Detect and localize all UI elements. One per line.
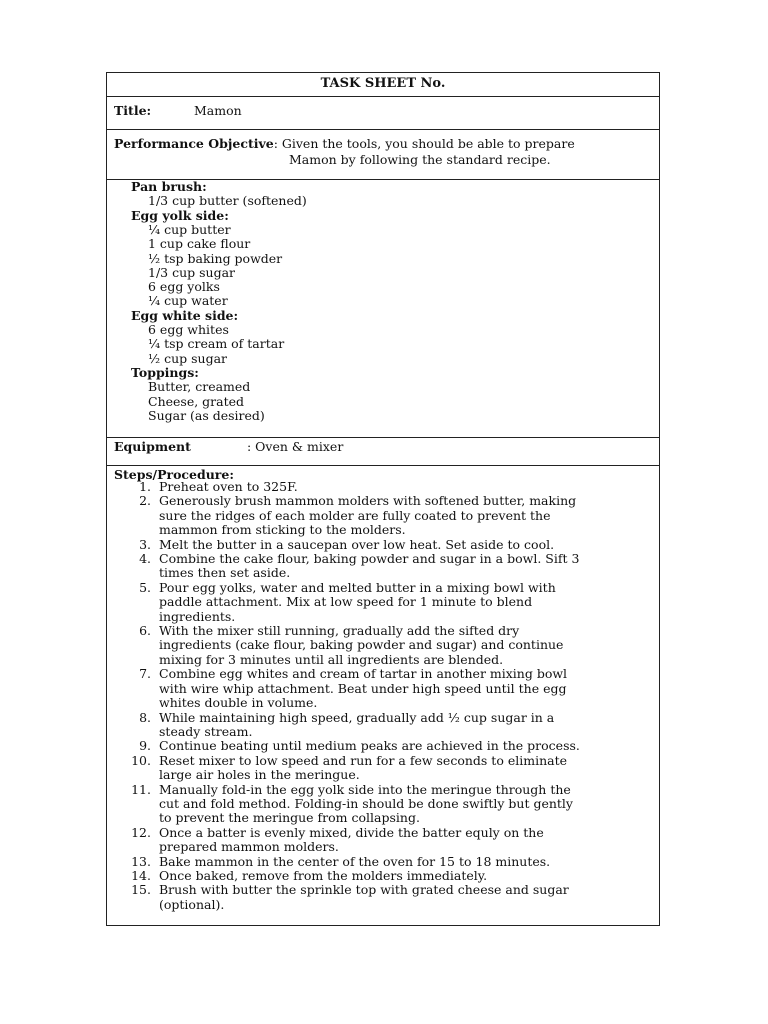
step-item bbox=[107, 783, 647, 826]
step-item bbox=[107, 711, 647, 740]
step-text-line: While maintaining high speed, gradually add ½ cup sugar in a bbox=[159, 709, 555, 725]
ingredient-item: ¼ tsp cream of tartar bbox=[148, 336, 285, 352]
equipment-row bbox=[107, 438, 659, 466]
step-text-line: Melt the butter in a saucepan over low heat. Set aside to cool. bbox=[159, 536, 555, 552]
step-text-line: sure the ridges of each molder are fully coated to prevent the bbox=[159, 507, 551, 523]
title-row bbox=[107, 97, 659, 130]
step-number: 2. bbox=[139, 493, 151, 509]
step-text-line: steady stream. bbox=[159, 723, 253, 739]
objective-text-1: : Given the tools, you should be able to prepare bbox=[273, 136, 575, 151]
performance-objective-row bbox=[107, 130, 659, 180]
ingredient-item: 1/3 cup sugar bbox=[148, 264, 236, 280]
step-number: 7. bbox=[139, 666, 151, 682]
step-number: 4. bbox=[139, 551, 151, 567]
title-value: Mamon bbox=[194, 103, 242, 118]
ingredient-section-heading: Toppings: bbox=[131, 364, 199, 380]
step-text-line: Generously brush mammon molders with softened butter, making bbox=[159, 493, 577, 509]
step-text-line: Once baked, remove from the molders immediately. bbox=[159, 867, 488, 883]
step-number: 15. bbox=[131, 882, 151, 898]
step-text-line: Manually fold-in the egg yolk side into the meringue through the bbox=[159, 781, 571, 797]
step-item bbox=[107, 581, 647, 624]
objective-label: Performance Objective bbox=[114, 136, 274, 151]
step-number: 13. bbox=[131, 853, 151, 869]
ingredient-section-heading: Pan brush: bbox=[131, 179, 207, 194]
steps-list bbox=[107, 480, 647, 912]
step-item bbox=[107, 883, 647, 912]
step-item bbox=[107, 667, 647, 710]
step-item bbox=[107, 826, 647, 855]
ingredient-item: ½ tsp baking powder bbox=[148, 250, 283, 266]
ingredient-item: Butter, creamed bbox=[148, 379, 251, 395]
step-item bbox=[107, 538, 647, 552]
step-text-line: ingredients (cake flour, baking powder and sugar) and continue bbox=[159, 637, 564, 653]
step-text-line: times then set aside. bbox=[159, 565, 291, 581]
task-sheet-title: TASK SHEET No. bbox=[320, 76, 446, 91]
step-text-line: cut and fold method. Folding-in should be done swiftly but gently bbox=[159, 795, 573, 811]
ingredient-section-heading: Egg yolk side: bbox=[131, 207, 229, 223]
step-text-line: prepared mammon molders. bbox=[159, 839, 339, 855]
step-item bbox=[107, 624, 647, 667]
step-text-line: Bake mammon in the center of the oven for 15 to 18 minutes. bbox=[159, 853, 551, 869]
equipment-label: Equipment bbox=[114, 439, 191, 454]
step-item bbox=[107, 494, 647, 537]
step-text-line: Combine the cake flour, baking powder and sugar in a bowl. Sift 3 bbox=[159, 551, 580, 567]
step-number: 9. bbox=[139, 738, 151, 754]
step-number: 10. bbox=[131, 752, 151, 768]
steps-label: Steps/Procedure: bbox=[114, 467, 234, 482]
step-text-line: Preheat oven to 325F. bbox=[159, 479, 298, 494]
ingredient-item: ¼ cup water bbox=[148, 293, 228, 309]
step-number: 1. bbox=[139, 479, 151, 494]
task-sheet bbox=[106, 72, 660, 926]
step-item bbox=[107, 480, 647, 494]
ingredient-item: ¼ cup butter bbox=[148, 221, 231, 237]
step-text-line: With the mixer still running, gradually add the sifted dry bbox=[159, 623, 520, 639]
step-number: 11. bbox=[131, 781, 151, 797]
steps-section bbox=[107, 466, 659, 925]
equipment-value: : Oven & mixer bbox=[247, 439, 344, 454]
step-item bbox=[107, 739, 647, 753]
step-number: 5. bbox=[139, 579, 151, 595]
ingredient-item: 1 cup cake flour bbox=[148, 236, 251, 252]
step-number: 8. bbox=[139, 709, 151, 725]
step-item bbox=[107, 754, 647, 783]
step-text-line: Once a batter is evenly mixed, divide the batter equly on the bbox=[159, 824, 544, 840]
ingredient-item: 1/3 cup butter (softened) bbox=[148, 193, 307, 209]
step-text-line: Pour egg yolks, water and melted butter in a mixing bowl with bbox=[159, 579, 556, 595]
objective-line-1 bbox=[114, 136, 575, 151]
step-number: 3. bbox=[139, 536, 151, 552]
step-item bbox=[107, 855, 647, 869]
step-item bbox=[107, 552, 647, 581]
step-text-line: mixing for 3 minutes until all ingredients are blended. bbox=[159, 651, 504, 667]
objective-text-2: Mamon by following the standard recipe. bbox=[289, 152, 551, 167]
ingredient-item: 6 egg whites bbox=[148, 322, 229, 337]
task-sheet-header bbox=[107, 73, 659, 97]
step-number: 12. bbox=[131, 824, 151, 840]
step-item bbox=[107, 869, 647, 883]
step-text-line: whites double in volume. bbox=[159, 695, 318, 711]
step-text-line: (optional). bbox=[159, 896, 225, 912]
title-label: Title: bbox=[114, 103, 152, 118]
ingredient-item: Sugar (as desired) bbox=[148, 407, 265, 423]
step-text-line: ingredients. bbox=[159, 608, 236, 624]
step-text-line: paddle attachment. Mix at low speed for 1 minute to blend bbox=[159, 594, 533, 610]
step-text-line: Combine egg whites and cream of tartar in another mixing bowl bbox=[159, 666, 568, 682]
step-text-line: Continue beating until medium peaks are achieved in the process. bbox=[159, 738, 580, 754]
step-text-line: to prevent the meringue from collapsing. bbox=[159, 810, 420, 826]
step-text-line: large air holes in the meringue. bbox=[159, 767, 360, 783]
ingredients-section bbox=[107, 180, 659, 438]
step-text-line: Reset mixer to low speed and run for a few seconds to eliminate bbox=[159, 752, 567, 768]
step-text-line: with wire whip attachment. Beat under high speed until the egg bbox=[159, 680, 567, 696]
step-number: 6. bbox=[139, 623, 151, 639]
ingredient-item: ½ cup sugar bbox=[148, 350, 228, 366]
step-text-line: mammon from sticking to the molders. bbox=[159, 522, 406, 538]
ingredient-section-heading: Egg white side: bbox=[131, 307, 239, 323]
step-number: 14. bbox=[131, 867, 151, 883]
ingredient-item: Cheese, grated bbox=[148, 393, 245, 409]
ingredient-item: 6 egg yolks bbox=[148, 279, 220, 295]
step-text-line: Brush with butter the sprinkle top with grated cheese and sugar bbox=[159, 882, 569, 898]
